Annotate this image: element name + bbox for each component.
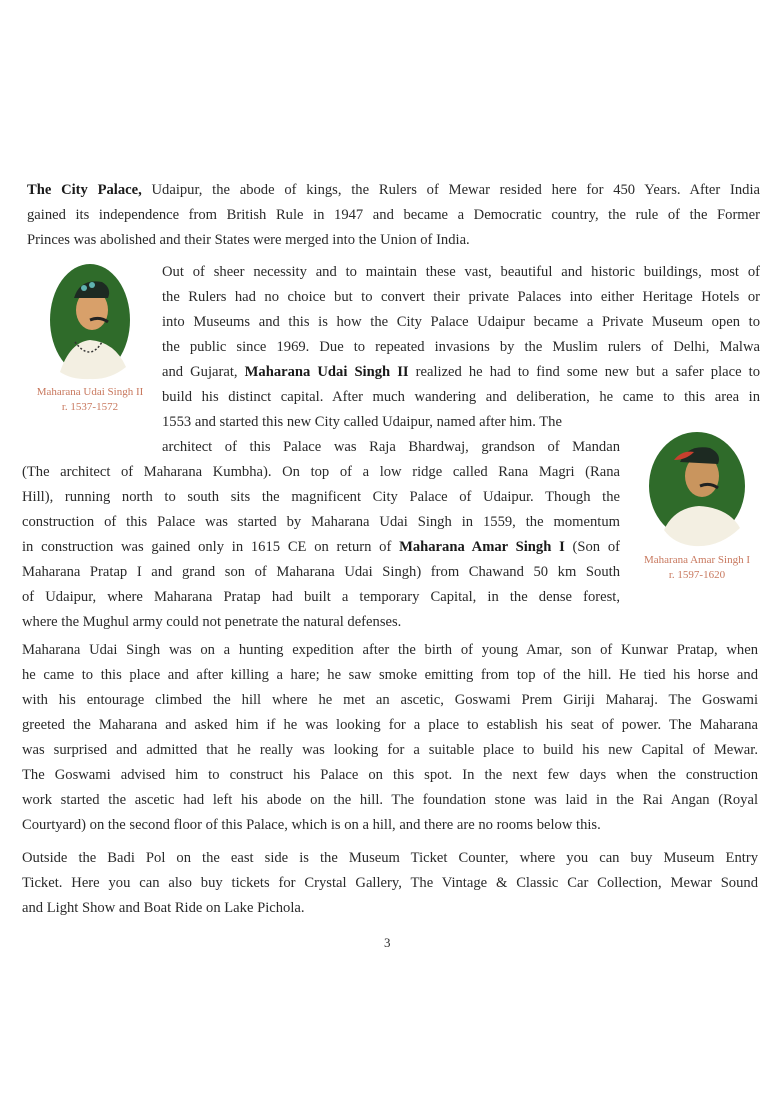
- portrait-caption-name: Maharana Amar Singh I: [644, 554, 750, 566]
- text-segment: the public since 1969. Due to repeated invasions by the Muslim rulers of Delhi, Malwa: [162, 339, 760, 355]
- text-segment: and Light Show and Boat Ride on Lake Pichola.: [22, 900, 305, 916]
- text-segment: was surprised and admitted that he really was looking for a suitable place to build his new Capital of Mewar.: [22, 742, 758, 758]
- portrait-udai-singh-image: [40, 262, 140, 380]
- portrait-amar-singh-image: [644, 430, 750, 548]
- text-segment: greeted the Maharana and asked him if he was looking for a place to establish his seat of power. The Maharana: [22, 717, 758, 733]
- text-line: [22, 610, 620, 635]
- text-line: [162, 385, 760, 410]
- text-segment: Courtyard) on the second floor of this Palace, which is on a hill, and there are no rooms below this.: [22, 817, 601, 833]
- text-segment: Hill), running north to south sits the magnificent City Palace of Udaipur. Though the: [22, 489, 620, 505]
- text-line: [22, 485, 620, 510]
- text-segment: construction of this Palace was started by Maharana Udai Singh in 1559, the momentum: [22, 514, 620, 530]
- text-line: [22, 560, 620, 585]
- text-line: [27, 203, 760, 228]
- text-segment: Princes was abolished and their States were merged into the Union of India.: [27, 232, 470, 248]
- text-segment: Udaipur, the abode of kings, the Rulers of Mewar resided here for 450 Years. After India: [141, 182, 760, 198]
- text-segment: 1553 and started this new City called Udaipur, named after him. The: [162, 414, 562, 430]
- text-line: [162, 260, 760, 285]
- text-segment: The Goswami advised him to construct his Palace on this spot. In the next few days when the construction: [22, 767, 758, 783]
- paragraph-legend: [22, 638, 758, 838]
- text-line: [27, 228, 760, 253]
- text-segment: Ticket. Here you can also buy tickets for Crystal Gallery, The Vintage & Classic Car Collection, Mewar Sound: [22, 875, 758, 891]
- text-segment: gained its independence from British Rule in 1947 and became a Democratic country, the rule of the Former: [27, 207, 760, 223]
- text-segment: where the Mughul army could not penetrate the natural defenses.: [22, 614, 402, 630]
- text-line: [22, 738, 758, 763]
- portrait-caption-reign: r. 1597-1620: [668, 569, 726, 581]
- text-line: [22, 688, 758, 713]
- text-line: [162, 310, 760, 335]
- text-segment: with his entourage climbed the hill where he met an ascetic, Goswami Prem Giriji Maharaj. The Goswami: [22, 692, 758, 708]
- text-segment: into Museums and this is how the City Palace Udaipur became a Private Museum open to: [162, 314, 760, 330]
- text-line: [22, 510, 620, 535]
- portrait-amar-singh: [622, 430, 772, 583]
- text-line: [162, 435, 620, 460]
- bold-text: Maharana Amar Singh I: [399, 539, 565, 555]
- text-line: [22, 713, 758, 738]
- text-segment: of Udaipur, where Maharana Pratap had built a temporary Capital, in the dense forest,: [22, 589, 620, 605]
- text-line: [22, 763, 758, 788]
- page-number: 3: [384, 935, 391, 950]
- text-segment: he came to this place and after killing a hare; he saw smoke emitting from top of the hill. He tied his horse and: [22, 667, 758, 683]
- text-segment: architect of this Palace was Raja Bhardwaj, grandson of Mandan: [162, 439, 620, 455]
- text-segment: work started the ascetic had left his abode on the hill. The foundation stone was laid in the Rai Angan (Royal: [22, 792, 758, 808]
- text-segment: the Rulers had no choice but to convert their private Palaces into either Heritage Hotels or: [162, 289, 760, 305]
- text-segment: Maharana Pratap I and grand son of Maharana Udai Singh) from Chawand 50 km South: [22, 564, 620, 580]
- text-line: [22, 585, 620, 610]
- text-line: [22, 535, 620, 560]
- text-segment: and Gujarat,: [162, 364, 245, 380]
- text-line: [22, 460, 620, 485]
- text-segment: (The architect of Maharana Kumbha). On top of a low ridge called Rana Magri (Rana: [22, 464, 620, 480]
- paragraph-intro: [27, 178, 760, 253]
- text-line: [162, 360, 760, 385]
- text-segment: Out of sheer necessity and to maintain these vast, beautiful and historic buildings, most of: [162, 264, 760, 280]
- text-line: [22, 896, 758, 921]
- text-line: [162, 285, 760, 310]
- portrait-caption-reign: r. 1537-1572: [61, 401, 119, 413]
- text-line: [22, 638, 758, 663]
- text-line: [22, 846, 758, 871]
- text-segment: Maharana Udai Singh was on a hunting expedition after the birth of young Amar, son of Kunwar Pratap, when: [22, 642, 758, 658]
- text-line: [22, 871, 758, 896]
- text-line: [27, 178, 760, 203]
- text-segment: realized he had to find some new but a safer place to: [408, 364, 760, 380]
- text-segment: Outside the Badi Pol on the east side is the Museum Ticket Counter, where you can buy Museum Entry: [22, 850, 758, 866]
- bold-text: The City Palace,: [27, 182, 142, 198]
- text-line: [22, 663, 758, 688]
- text-line: [22, 813, 758, 838]
- portrait-udai-singh: [20, 262, 160, 415]
- text-line: [22, 788, 758, 813]
- bold-text: Maharana Udai Singh II: [244, 364, 409, 380]
- text-segment: in construction was gained only in 1615 CE on return of: [22, 539, 400, 555]
- paragraph-tickets: [22, 846, 758, 921]
- text-line: [162, 335, 760, 360]
- text-segment: build his distinct capital. After much wandering and deliberation, he came to this area in: [162, 389, 760, 405]
- text-segment: (Son of: [564, 539, 620, 555]
- portrait-caption-name: Maharana Udai Singh II: [36, 386, 144, 398]
